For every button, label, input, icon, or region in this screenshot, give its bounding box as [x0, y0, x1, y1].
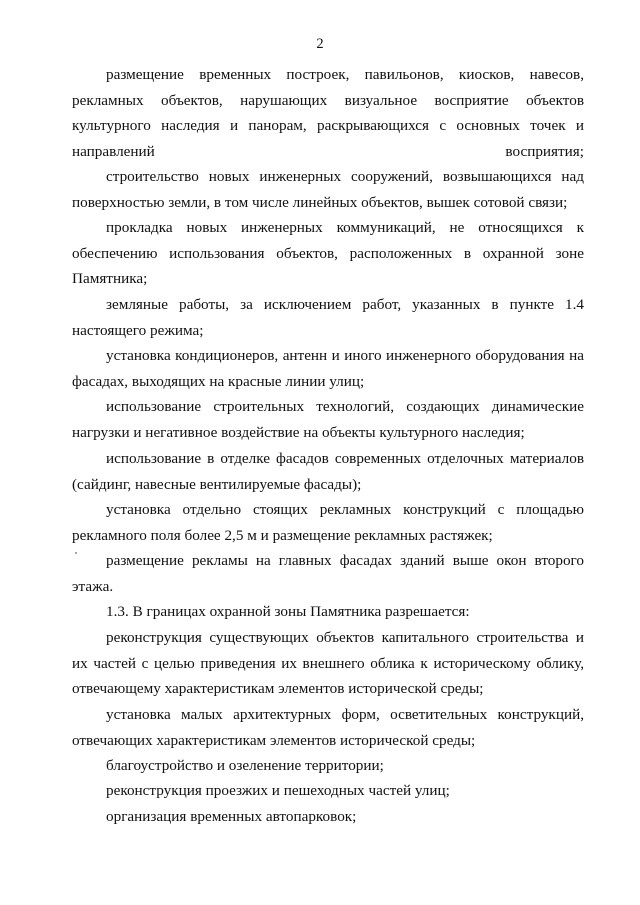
paragraph-advertising-facades: размещение рекламы на главных фасадах зданий выше окон второго этажа.	[72, 552, 584, 595]
paragraph-landscaping: благоустройство и озеленение территории;	[106, 757, 384, 774]
section-heading-1-3: 1.3. В границах охранной зоны Памятника разрешается:	[106, 603, 470, 620]
paragraph-advertising-structures: установка отдельно стоящих рекламных конструкций с площадью рекламного поля более 2,5 м и размещение рекламных растяжек;	[72, 501, 584, 544]
paragraph-temporary-structures: размещение временных построек, павильонов, киосков, навесов, рекламных объектов, нарушающих визуальное восприятие объектов культурного наследия и панорам, раскрывающихся с основных точек и направлений восприятия;	[72, 66, 584, 160]
paragraph-temporary-parking: организация временных автопарковок;	[106, 808, 357, 825]
paragraph-air-conditioners: установка кондиционеров, антенн и иного инженерного оборудования на фасадах, выходящих на красные линии улиц;	[72, 347, 584, 390]
paragraph-earthworks: земляные работы, за исключением работ, указанных в пункте 1.4 настоящего режима;	[72, 296, 584, 339]
paragraph-new-engineering-structures: строительство новых инженерных сооружений, возвышающихся над поверхностью земли, в том числе линейных объектов, вышек сотовой связи;	[72, 168, 584, 211]
paragraph-construction-technologies: использование строительных технологий, создающих динамические нагрузки и негативное воздействие на объекты культурного наследия;	[72, 398, 584, 441]
paragraph-reconstruction: реконструкция существующих объектов капитального строительства и их частей с целью приведения их внешнего облика к историческому облику, отвечающему характеристикам элементов исторической среды;	[72, 629, 584, 697]
paragraph-street-reconstruction: реконструкция проезжих и пешеходных частей улиц;	[106, 782, 450, 799]
paragraph-new-utilities: прокладка новых инженерных коммуникаций, не относящихся к обеспечению использования объектов, расположенных в охранной зоне Памятника;	[72, 219, 584, 287]
paragraph-facade-materials: использование в отделке фасадов современных отделочных материалов (сайдинг, навесные вентилируемые фасады);	[72, 450, 584, 493]
page-number: 2	[316, 36, 324, 52]
paragraph-small-architectural-forms: установка малых архитектурных форм, осветительных конструкций, отвечающих характеристикам элементов исторической среды;	[72, 706, 584, 749]
